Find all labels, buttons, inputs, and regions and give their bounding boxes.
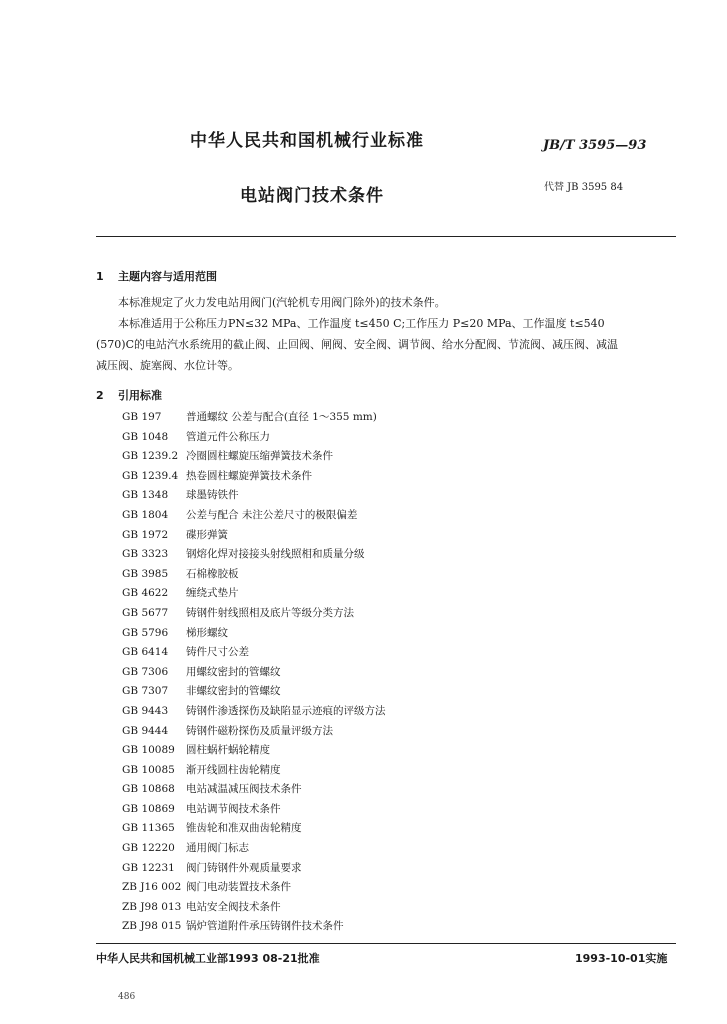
effective-date: 1993-10-01实施 [575,952,668,965]
header-divider [96,236,676,237]
reference-code: GB 4622 [122,587,169,600]
reference-title: 球墨铸铁件 [186,489,239,502]
reference-item [122,741,386,761]
reference-title: 管道元件公称压力 [186,430,270,443]
reference-code: GB 9443 [122,704,169,717]
reference-code: GB 1972 [122,528,169,541]
section-2-number: 2 [96,389,104,402]
reference-item [122,526,386,546]
reference-item [122,584,386,604]
reference-title: 公差与配合 未注公差尺寸的极限偏差 [186,508,358,521]
reference-code: ZB J16 002 [122,881,182,894]
reference-title: 渐开线圆柱齿轮精度 [186,763,281,776]
reference-item [122,702,386,722]
section-1-heading [96,268,217,284]
reference-title: 阀门电动装置技术条件 [186,881,291,894]
reference-code: GB 12220 [122,842,175,855]
reference-item [122,565,386,585]
reference-title: 用螺纹密封的管螺纹 [186,665,281,678]
reference-item [122,682,386,702]
standard-code: JB/T 3595—93 [543,138,647,153]
footer-divider [96,943,676,944]
reference-code: GB 1239.2 [122,450,179,463]
reference-title: 阀门铸钢件外观质量要求 [186,861,302,874]
section-2-heading [96,387,162,403]
reference-title: 普通螺纹 公差与配合(直径 1～355 mm) [186,411,377,423]
reference-title: 电站安全阀技术条件 [186,900,281,913]
reference-title: 石棉橡胶板 [186,567,239,580]
reference-title: 冷圈圆柱螺旋压缩弹簧技术条件 [186,450,333,463]
reference-code: ZB J98 015 [122,920,182,933]
reference-code: GB 1348 [122,489,169,502]
reference-title: 碟形弹簧 [186,528,228,541]
reference-title: 热卷圆柱螺旋弹簧技术条件 [186,469,312,482]
section-2-title: 引用标准 [118,389,162,402]
reference-item [122,800,386,820]
reference-code: GB 3985 [122,567,169,580]
reference-list [122,408,386,937]
reference-item [122,663,386,683]
reference-code: GB 6414 [122,646,169,659]
reference-title: 钢熔化焊对接接头射线照相和质量分级 [186,548,365,561]
document-title: 电站阀门技术条件 [240,186,384,206]
reference-code: GB 5796 [122,626,169,639]
reference-code: GB 10085 [122,763,175,776]
reference-code: GB 1804 [122,508,169,521]
page-number: 486 [118,992,136,1002]
reference-title: 铸钢件射线照相及底片等级分类方法 [186,606,354,619]
replaces-note: 代替 JB 3595 84 [544,182,624,193]
reference-item [122,917,386,937]
reference-title: 铸钢件磁粉探伤及质量评级方法 [186,724,333,737]
section-1-para-4: 减压阀、旋塞阀、水位计等。 [96,359,239,372]
reference-item [122,722,386,742]
reference-item [122,604,386,624]
reference-item [122,643,386,663]
reference-code: GB 197 [122,411,162,423]
reference-title: 铸件尺寸公差 [186,646,249,659]
reference-item [122,545,386,565]
reference-code: GB 5677 [122,606,169,619]
section-1-title: 主题内容与适用范围 [118,270,217,283]
standard-title: 中华人民共和国机械行业标准 [190,131,424,151]
reference-item [122,486,386,506]
reference-code: GB 9444 [122,724,169,737]
reference-title: 梯形螺纹 [186,626,228,639]
reference-code: GB 1239.4 [122,469,179,482]
reference-item [122,624,386,644]
reference-item [122,859,386,879]
reference-code: GB 10869 [122,802,175,815]
reference-code: GB 10868 [122,783,175,796]
reference-item [122,819,386,839]
reference-code: ZB J98 013 [122,900,182,913]
section-1-para-3: (570)C的电站汽水系统用的截止阀、止回阀、闸阀、安全阀、调节阀、给水分配阀、节流阀、减压阀、减温 [96,338,618,351]
reference-code: GB 1048 [122,430,169,443]
reference-item [122,506,386,526]
reference-title: 锅炉管道附件承压铸钢件技术条件 [186,920,344,933]
reference-title: 铸钢件渗透探伤及缺陷显示迹痕的评级方法 [186,704,386,717]
section-1-number: 1 [96,270,104,283]
reference-code: GB 12231 [122,861,175,874]
section-1-para-1: 本标准规定了火力发电站用阀门(汽轮机专用阀门除外)的技术条件。 [118,296,446,309]
reference-item [122,878,386,898]
reference-item [122,839,386,859]
reference-code: GB 7306 [122,665,169,678]
section-1-para-2: 本标准适用于公称压力PN≤32 MPa、工作温度 t≤450 C;工作压力 P≤20 MPa、工作温度 t≤540 [118,317,605,330]
reference-title: 缠绕式垫片 [186,587,239,600]
reference-item [122,408,386,428]
reference-title: 通用阀门标志 [186,842,249,855]
reference-title: 圆柱蜗杆蜗轮精度 [186,744,270,757]
reference-title: 电站减温减压阀技术条件 [186,783,302,796]
reference-title: 非螺纹密封的管螺纹 [186,685,281,698]
reference-item [122,447,386,467]
reference-title: 锥齿轮和准双曲齿轮精度 [186,822,302,835]
reference-code: GB 3323 [122,548,169,561]
reference-item [122,761,386,781]
reference-code: GB 11365 [122,822,175,835]
reference-code: GB 10089 [122,744,175,757]
reference-title: 电站调节阀技术条件 [186,802,281,815]
reference-item [122,467,386,487]
reference-item [122,428,386,448]
reference-code: GB 7307 [122,685,169,698]
reference-item [122,780,386,800]
reference-item [122,898,386,918]
issue-statement: 中华人民共和国机械工业部1993 08-21批准 [96,952,320,965]
